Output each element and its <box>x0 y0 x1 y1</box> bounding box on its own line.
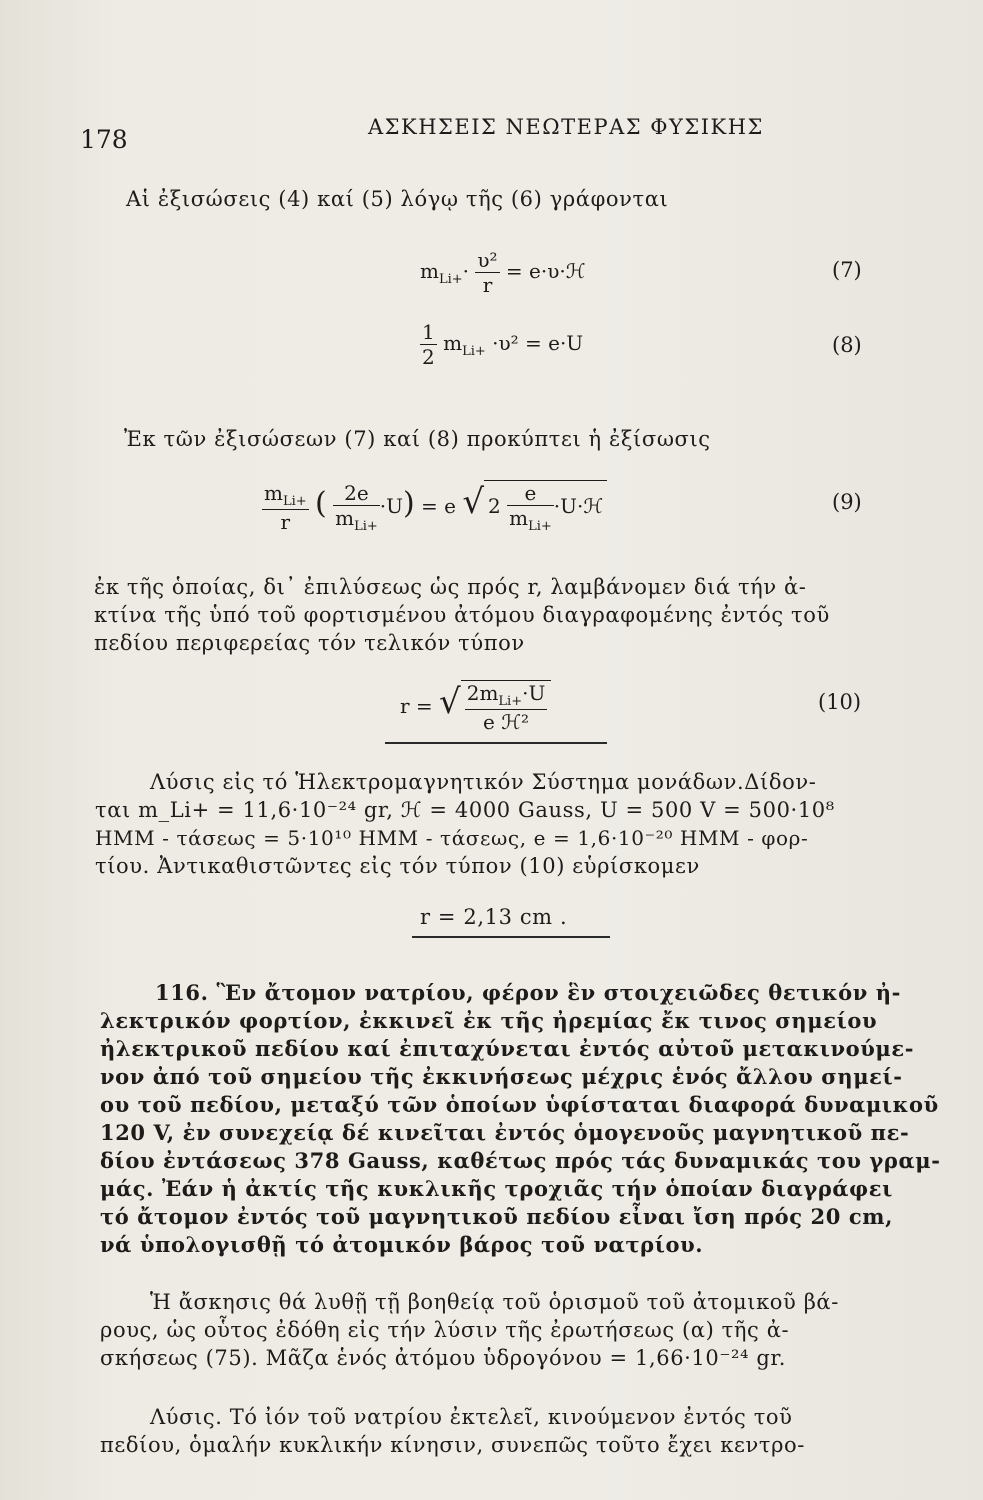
eq9-left-num-sub: Li+ <box>282 494 307 509</box>
hint-line-2: ρους, ὡς οὗτος ἐδόθη εἰς τήν λύσιν τῆς ἐρωτήσεως (α) τῆς ἀ- <box>100 1318 790 1342</box>
eq10-sqrt-num: 2m <box>466 681 499 705</box>
eq8-mass: m <box>443 331 463 355</box>
eq9-sqrt <box>484 480 607 534</box>
solution2-line-1: Λύσις. Τό ἰόν τοῦ νατρίου ἐκτελεῖ, κινούμενον ἐντός τοῦ <box>150 1405 793 1429</box>
intro-line: Αἱ ἐξισώσεις (4) καί (5) λόγῳ τῆς (6) γράφονται <box>126 187 669 211</box>
problem116-line-4: νον ἀπό τοῦ σημείου τῆς ἐκκινήσεως μέχρις ἑνός ἄλλου σημεί- <box>100 1064 903 1089</box>
eq9-sqrt-num: e <box>507 481 554 506</box>
eq8-frac-den: 2 <box>422 345 435 369</box>
equation-9: $\frac{m_{Li+}}{r}$ ( $\frac{2e}{m_{Li+}}$ ·U) = e √ 2 $\frac{e}{m_{Li+}}$ ·U·ℋ <box>262 480 607 534</box>
eq7-fraction <box>475 248 499 297</box>
eq10-number: (10) <box>818 690 862 714</box>
para1-line-2: κτίνα τῆς ὑπό τοῦ φορτισμένου ἀτόμου διαγραφομένης ἐντός τοῦ <box>94 603 830 627</box>
equation-10: r = √ $\frac{2m_{Li+}\cdot U}{\text{e ℋ²}}$ <box>400 680 551 734</box>
result-1-underline <box>412 936 610 938</box>
eq9-sqrt-den: m <box>509 506 529 530</box>
line-from-equations: Ἐκ τῶν ἐξισώσεων (7) καί (8) προκύπτει ἡ ἐξίσωσις <box>124 427 711 451</box>
equation-8 <box>420 320 583 369</box>
eq8-mass-sub: Li+ <box>462 344 486 359</box>
problem116-line-1: 116. Ἓν ἄτομον νατρίου, φέρον ἓν στοιχειῶδες θετικόν ἠ- <box>155 980 901 1005</box>
page-header <box>80 115 940 155</box>
problem116-line-10: νά ὑπολογισθῇ τό ἀτομικόν βάρος τοῦ νατρίου. <box>100 1232 704 1257</box>
problem116-line-5: ου τοῦ πεδίου, μεταξύ τῶν ὁποίων ὑφίσταται διαφορά δυναμικοῦ <box>100 1092 939 1117</box>
eq9-inner-fraction <box>333 481 380 534</box>
problem116-line-6: 120 V, ἐν συνεχείᾳ δέ κινεῖται ἐντός ὁμογενοῦς μαγνητικοῦ πε- <box>100 1120 910 1145</box>
eq10-sqrt-num-rest: ·U <box>522 681 546 705</box>
eq10-lhs: r = <box>400 694 433 718</box>
eq9-sqrt-den-sub: Li+ <box>528 519 552 534</box>
eq10-sqrt-num-sub: Li+ <box>498 694 523 709</box>
eq10-sqrt <box>461 680 552 734</box>
hint-line-1: Ἡ ἄσκησις θά λυθῇ τῇ βοηθείᾳ τοῦ ὁρισμοῦ τοῦ ἀτομικοῦ βά- <box>150 1290 839 1314</box>
eq9-sqrt-pre: 2 <box>488 494 501 518</box>
eq9-inner-den: m <box>335 506 355 530</box>
para1-line-3: πεδίου περιφερείας τόν τελικόν τύπον <box>94 631 525 655</box>
solution1-line-3: ΗΜΜ - τάσεως = 5·10¹⁰ ΗΜΜ - τάσεως, e = 1,6·10⁻²⁰ ΗΜΜ - φορ- <box>95 826 809 850</box>
eq7-frac-num: υ² <box>477 248 498 272</box>
eq8-fraction <box>420 320 437 369</box>
result-1: r = 2,13 cm . <box>420 905 568 929</box>
eq10-sqrt-den: e ℋ² <box>483 710 530 734</box>
hint-line-3: σκήσεως (75). Μᾶζα ἑνός ἀτόμου ὑδρογόνου = 1,66·10⁻²⁴ gr. <box>100 1346 786 1370</box>
solution1-line-2: ται m_Li+ = 11,6·10⁻²⁴ gr, ℋ = 4000 Gauss, U = 500 V = 500·10⁸ <box>95 798 835 822</box>
eq9-number: (9) <box>832 490 862 514</box>
problem116-line-3: ἠλεκτρικοῦ πεδίου καί ἐπιταχύνεται ἐντός αὐτοῦ μετακινούμε- <box>100 1036 915 1061</box>
eq7-mass: m <box>420 259 439 283</box>
eq8-rest: ·υ² = e·U <box>492 331 584 355</box>
page-number: 178 <box>80 125 128 154</box>
eq8-number: (8) <box>832 333 862 357</box>
solution2-line-2: πεδίου, ὁμαλήν κυκλικήν κίνησιν, συνεπῶς τοῦτο ἔχει κεντρο- <box>100 1433 805 1457</box>
eq7-number: (7) <box>832 258 862 282</box>
problem116-line-7: δίου ἐντάσεως 378 Gauss, καθέτως πρός τάς δυναμικάς του γραμ- <box>100 1148 941 1173</box>
solution1-line-4: τίου. Ἀντικαθιστῶντες εἰς τόν τύπον (10) εὑρίσκομεν <box>95 854 700 878</box>
eq8-frac-num: 1 <box>422 320 435 344</box>
eq9-inner-rest: ·U <box>379 494 403 518</box>
running-title: ΑΣΚΗΣΕΙΣ ΝΕΩΤΕΡΑΣ ΦΥΣΙΚΗΣ <box>368 115 764 139</box>
problem116-line-8: μάς. Ἐάν ἡ ἀκτίς τῆς κυκλικῆς τροχιᾶς τήν ὁποίαν διαγράφει <box>100 1176 893 1201</box>
solution1-line-1: Λύσις εἰς τό Ἡλεκτρομαγνητικόν Σύστημα μονάδων.Δίδον- <box>150 770 817 794</box>
eq9-inner-den-sub: Li+ <box>354 519 378 534</box>
eq9-rhs-prefix: = e <box>421 494 456 518</box>
problem116-line-2: λεκτρικόν φορτίον, ἐκκινεῖ ἐκ τῆς ἠρεμίας ἔκ τινος σημείου <box>100 1008 878 1033</box>
eq10-underline <box>385 742 607 744</box>
eq9-inner-num: 2e <box>333 481 380 506</box>
eq9-left-num: m <box>264 481 283 505</box>
eq7-mass-sub: Li+ <box>438 272 463 287</box>
problem116-line-9: τό ἄτομον ἐντός τοῦ μαγνητικοῦ πεδίου εἶναι ἴση πρός 20 cm, <box>100 1204 893 1229</box>
eq7-frac-den: r <box>482 273 493 297</box>
eq9-left-fraction <box>262 481 309 534</box>
eq9-sqrt-post: ·U·ℋ <box>553 494 604 518</box>
para1-line-1: ἐκ τῆς ὁποίας, δι᾽ ἐπιλύσεως ὡς πρός r, λαμβάνομεν διά τήν ἀ- <box>94 575 807 599</box>
equation-7: $m_{Li+}\cdot$ $\frac{\text{υ²}}{r}$ = e·υ·ℋ <box>420 248 586 297</box>
eq7-rhs: = e·υ·ℋ <box>505 259 586 283</box>
eq9-left-den: r <box>280 510 291 534</box>
